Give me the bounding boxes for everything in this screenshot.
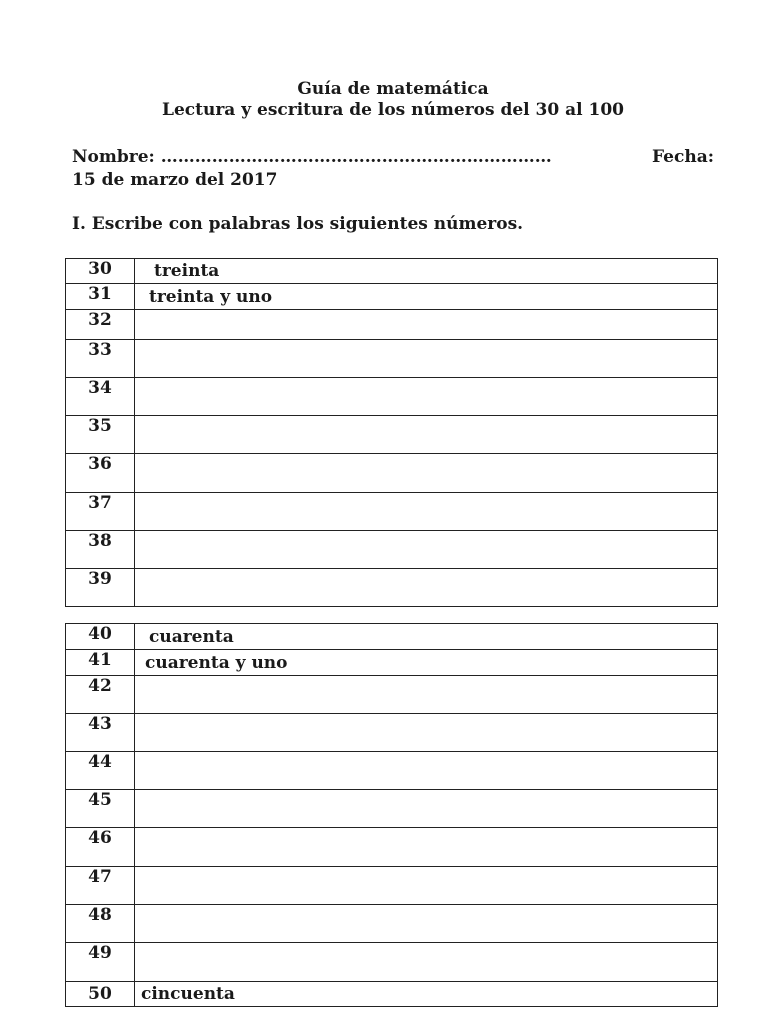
word-cell[interactable] — [135, 569, 718, 607]
number-cell: 37 — [66, 493, 135, 531]
date-value: 15 de marzo del 2017 — [72, 170, 278, 190]
table-row — [66, 790, 718, 828]
number-cell: 32 — [66, 310, 135, 340]
word-cell[interactable] — [135, 531, 718, 569]
page-subtitle: Lectura y escritura de los números del 30 al 100 — [161, 100, 625, 120]
number-cell: 41 — [66, 650, 135, 676]
word-cell[interactable] — [135, 752, 718, 790]
word-cell[interactable]: cuarenta y uno — [135, 650, 718, 676]
word-cell[interactable] — [135, 828, 718, 867]
word-cell[interactable] — [135, 867, 718, 905]
number-cell: 36 — [66, 454, 135, 493]
table-row — [66, 943, 718, 982]
table-row — [66, 982, 718, 1007]
word-cell[interactable]: cuarenta — [135, 624, 718, 650]
number-cell: 39 — [66, 569, 135, 607]
table-row — [66, 493, 718, 531]
table-row — [66, 650, 718, 676]
word-cell[interactable]: treinta y uno — [135, 284, 718, 310]
number-cell: 30 — [66, 259, 135, 284]
number-cell: 46 — [66, 828, 135, 867]
table-row — [66, 569, 718, 607]
number-cell: 34 — [66, 378, 135, 416]
table-row — [66, 310, 718, 340]
number-cell: 31 — [66, 284, 135, 310]
word-cell[interactable] — [135, 454, 718, 493]
name-date-line — [72, 146, 714, 168]
table-row — [66, 714, 718, 752]
number-cell: 48 — [66, 905, 135, 943]
word-cell[interactable] — [135, 416, 718, 454]
number-cell: 33 — [66, 340, 135, 378]
table-row — [66, 378, 718, 416]
number-cell: 49 — [66, 943, 135, 982]
number-cell: 40 — [66, 624, 135, 650]
number-cell: 50 — [66, 982, 135, 1007]
word-cell[interactable] — [135, 676, 718, 714]
table-row — [66, 752, 718, 790]
word-cell[interactable] — [135, 378, 718, 416]
name-field-label: Nombre: …………………………………………………………… — [72, 147, 552, 167]
table-row — [66, 454, 718, 493]
table-row — [66, 867, 718, 905]
word-cell[interactable]: treinta — [135, 259, 718, 284]
page-title: Guía de matemática — [297, 79, 489, 99]
number-cell: 35 — [66, 416, 135, 454]
word-cell[interactable] — [135, 905, 718, 943]
exercise-instruction: I. Escribe con palabras los siguientes números. — [72, 214, 524, 234]
word-cell[interactable] — [135, 790, 718, 828]
table-row — [66, 828, 718, 867]
word-cell[interactable] — [135, 310, 718, 340]
numbers-table-30-39 — [65, 258, 718, 607]
number-cell: 45 — [66, 790, 135, 828]
table-row — [66, 531, 718, 569]
numbers-table-40-50 — [65, 623, 718, 1007]
table-row — [66, 416, 718, 454]
date-field-label: Fecha: — [652, 147, 714, 167]
table-row — [66, 259, 718, 284]
word-cell[interactable] — [135, 493, 718, 531]
number-cell: 44 — [66, 752, 135, 790]
table-row — [66, 340, 718, 378]
word-cell[interactable] — [135, 340, 718, 378]
table-row — [66, 676, 718, 714]
number-cell: 47 — [66, 867, 135, 905]
word-cell[interactable] — [135, 943, 718, 982]
word-cell[interactable] — [135, 714, 718, 752]
table-row — [66, 905, 718, 943]
table-row — [66, 624, 718, 650]
table-row — [66, 284, 718, 310]
number-cell: 38 — [66, 531, 135, 569]
word-cell[interactable]: cincuenta — [135, 982, 718, 1007]
number-cell: 42 — [66, 676, 135, 714]
number-cell: 43 — [66, 714, 135, 752]
